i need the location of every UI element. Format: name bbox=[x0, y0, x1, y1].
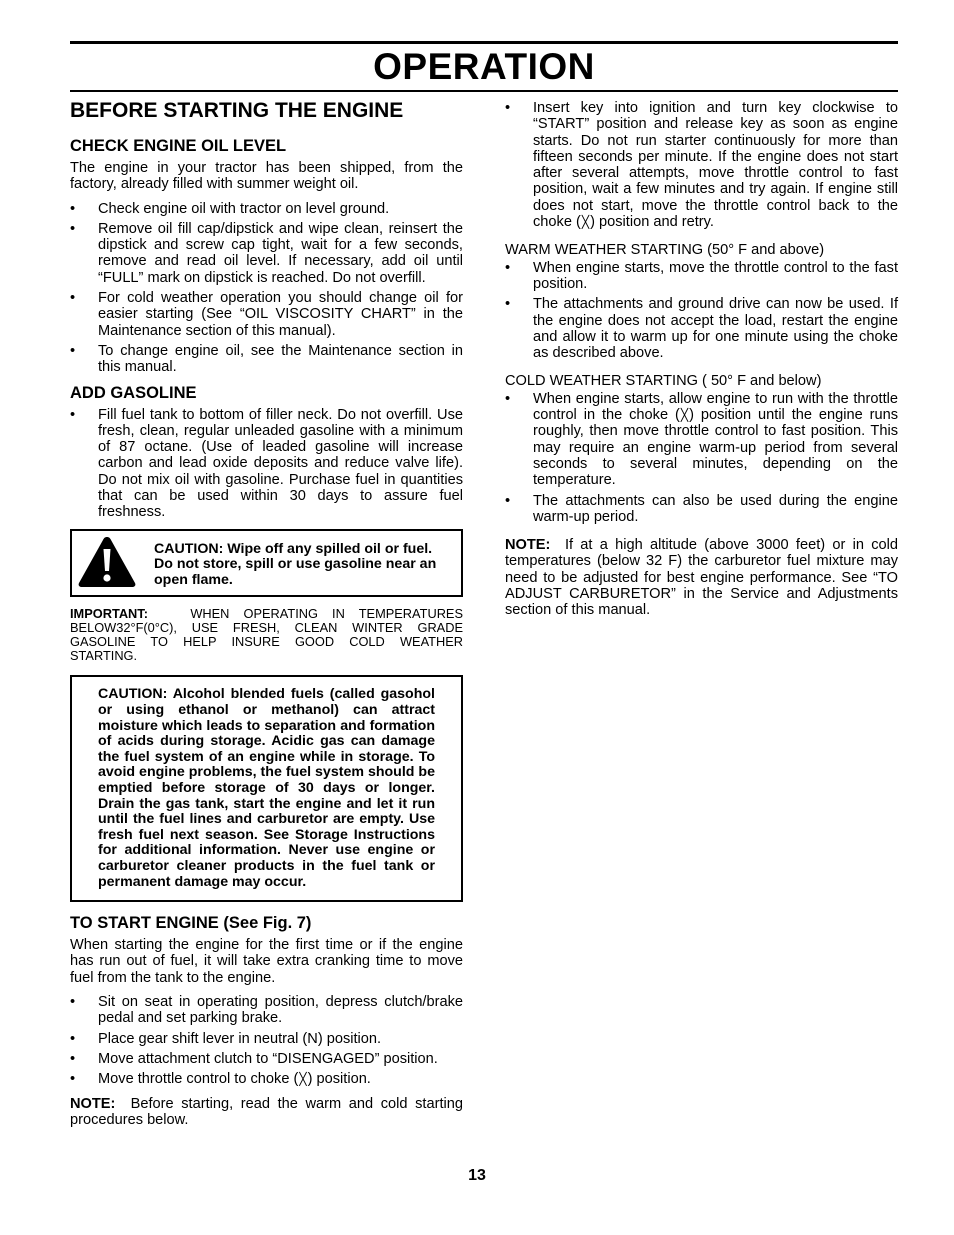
gas-heading: ADD GASOLINE bbox=[70, 383, 197, 402]
choke-item-text-end: ) position. bbox=[307, 1071, 371, 1088]
oil-heading: CHECK ENGINE OIL LEVEL bbox=[70, 137, 287, 155]
header-rule-bottom bbox=[70, 90, 898, 92]
cold-item-text: When engine starts, allow engine to run with the throttle control in the choke ( bbox=[533, 390, 898, 424]
key-item-text: Insert key into ignition and turn key clockwise to “START” position and release key as soon as engine starts. Do not run starter continuously for more than fifteen seconds per minute. If the engine does not start after several attempts, move throttle control to fast position, wait a few minutes and try again. If engine still does not start, move the throttle control back to the choke ( bbox=[533, 100, 898, 231]
choke-symbol-icon: ╳ bbox=[299, 1072, 307, 1087]
note-label: NOTE: bbox=[70, 1095, 116, 1112]
key-item-text-end: ) position and retry. bbox=[590, 214, 714, 231]
caution-text: CAUTION: Wipe off any spilled oil or fuel. Do not store, spill or use gasoline near an open flame. bbox=[154, 540, 437, 589]
warning-triangle-icon bbox=[76, 534, 138, 590]
list-item: • Move attachment clutch to “DISENGAGED” position. bbox=[70, 1051, 463, 1067]
choke-symbol-icon: ╳ bbox=[680, 408, 689, 423]
list-item: • Fill fuel tank to bottom of filler neck. Do not overfill. Use fresh, clean, regular unleaded gasoline with a minimum of 87 octane. (Use of leaded gasoline will increase carbon and lead oxide deposits and reduce valve life). Do not mix oil with gasoline. Purchase fuel in quantities that can be used within 30 days to assure fuel freshness. bbox=[70, 407, 463, 521]
list-item: • The attachments and ground drive can now be used. If the engine does not accept the load, restart the engine and allow it to warm up for one minute using the choke as described above. bbox=[505, 296, 898, 361]
choke-item-text: Move throttle control to choke ( bbox=[98, 1071, 299, 1088]
important-text: WHEN OPERATING IN TEMPERATURES BELOW32°F(0°C), USE FRESH, CLEAN WINTER GRADE GASOLINE TO HELP INSURE GOOD COLD WEATHER STARTING. bbox=[70, 605, 464, 664]
warm-heading: WARM WEATHER STARTING (50° F and above) bbox=[505, 242, 825, 259]
important-label: IMPORTANT: bbox=[70, 605, 148, 621]
important-note bbox=[70, 607, 463, 664]
right-column bbox=[505, 100, 898, 627]
list-item: • The attachments can also be used during the engine warm-up period. bbox=[505, 493, 898, 526]
list-item bbox=[505, 391, 898, 489]
oil-intro: The engine in your tractor has been shipped, from the factory, already filled with summer weight oil. bbox=[70, 160, 463, 193]
page-number: 13 bbox=[468, 1167, 486, 1184]
start-note bbox=[70, 1096, 463, 1129]
list-item bbox=[70, 1071, 463, 1087]
altitude-note bbox=[505, 537, 898, 618]
start-heading: TO START ENGINE (See Fig. 7) bbox=[70, 914, 312, 933]
caution-box-spill bbox=[70, 529, 463, 597]
note-label: NOTE: bbox=[505, 537, 551, 554]
list-item: • Check engine oil with tractor on level ground. bbox=[70, 201, 463, 217]
list-item: • For cold weather operation you should change oil for easier starting (See “OIL VISCOSITY CHART” in the Maintenance section of this manual). bbox=[70, 290, 463, 339]
cold-list bbox=[505, 391, 898, 525]
cold-item-text-end: ) position until the engine runs roughly, then move throttle control to fast position. This may require an engine warm-up period from several seconds to several minutes, depending on the temperature. bbox=[533, 407, 898, 489]
cold-heading: COLD WEATHER STARTING ( 50° F and below) bbox=[505, 373, 822, 390]
note-text: If at a high altitude (above 3000 feet) or in cold temperatures (below 32 F) the carburetor fuel mixture may need to be adjusted for best engine performance. See “TO ADJUST CARBURETOR” in the Service and Adjustments section of this manual. bbox=[505, 537, 898, 619]
list-item: • Remove oil fill cap/dipstick and wipe clean, reinsert the dipstick and screw cap tight, wait for a few seconds, remove and read oil level. If necessary, add oil until “FULL” mark on dipstick is reached. Do not overfill. bbox=[70, 221, 463, 286]
caution-box-alcohol: CAUTION: Alcohol blended fuels (called gasohol or using ethanol or methanol) can attract moisture which leads to separation and formation of acids during storage. Acidic gas can damage the fuel system of an engine while in storage. To avoid engine problems, the fuel system should be emptied before storage of 30 days or longer. Drain the gas tank, start the engine and let it run until the fuel lines and carburetor are empty. Use fresh fuel next season. See Storage Instructions for additional information. Never use engine or carburetor cleaner products in the fuel tank or permanent damage may occur. bbox=[70, 675, 463, 902]
list-item bbox=[505, 100, 898, 230]
list-item: • Sit on seat in operating position, depress clutch/brake pedal and set parking brake. bbox=[70, 994, 463, 1027]
key-list bbox=[505, 100, 898, 230]
list-item: • Place gear shift lever in neutral (N) position. bbox=[70, 1031, 463, 1047]
start-intro: When starting the engine for the first time or if the engine has run out of fuel, it will take extra cranking time to move fuel from the tank to the engine. bbox=[70, 937, 463, 986]
oil-list bbox=[70, 201, 463, 376]
start-list bbox=[70, 994, 463, 1087]
choke-symbol-icon: ╳ bbox=[581, 215, 590, 230]
gas-list bbox=[70, 407, 463, 521]
left-column bbox=[70, 99, 463, 1136]
list-item: • To change engine oil, see the Maintenance section in this manual. bbox=[70, 343, 463, 376]
page-title: OPERATION bbox=[373, 46, 595, 87]
note-text: Before starting, read the warm and cold starting procedures below. bbox=[70, 1095, 463, 1128]
list-item: • When engine starts, move the throttle control to the fast position. bbox=[505, 260, 898, 293]
warm-list bbox=[505, 260, 898, 362]
section-title: BEFORE STARTING THE ENGINE bbox=[70, 99, 404, 122]
header-rule-top bbox=[70, 41, 898, 44]
